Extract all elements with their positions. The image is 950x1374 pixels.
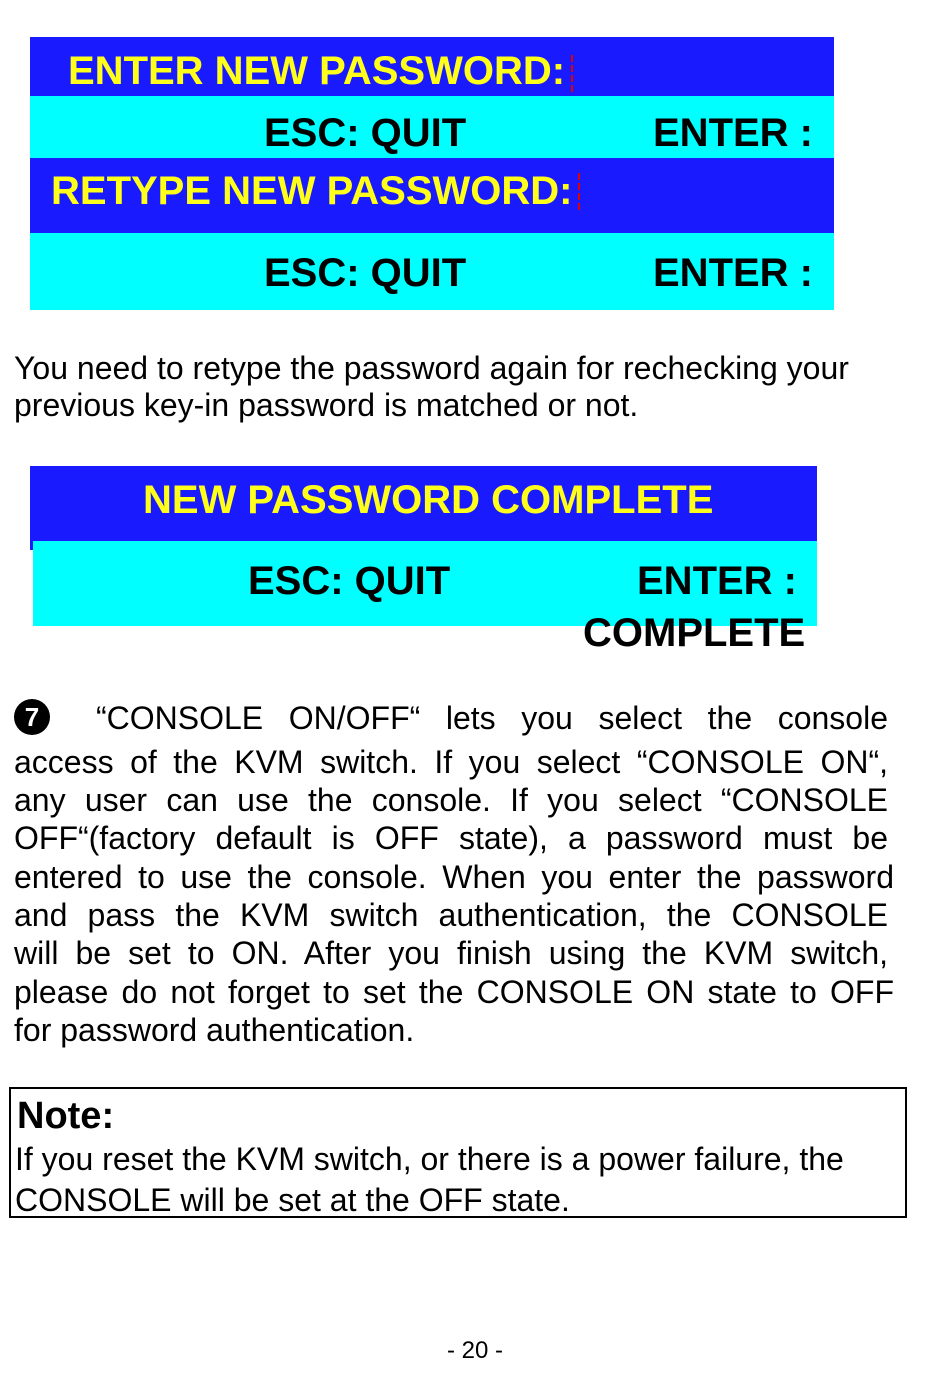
enter-label: ENTER : — [637, 559, 797, 603]
note-title: Note: — [17, 1095, 115, 1137]
enter-password-prompt: ENTER NEW PASSWORD: — [68, 49, 566, 93]
paragraph-line: please do not forget to set the CONSOLE ON state to OFF — [14, 974, 894, 1010]
note-line: CONSOLE will be set at the OFF state. — [15, 1182, 570, 1218]
paragraph-line: OFF“(factory default is OFF state), a password must be — [14, 820, 888, 856]
note-box — [9, 1087, 907, 1218]
paragraph-line: previous key-in password is matched or not. — [14, 387, 639, 423]
paragraph-line: entered to use the console. When you enter the password — [14, 859, 894, 895]
paragraph-line: and pass the KVM switch authentication, the CONSOLE — [14, 897, 888, 933]
console-onoff-description — [14, 699, 894, 1050]
paragraph-line: “CONSOLE ON/OFF“ lets you select the console — [96, 700, 888, 736]
complete-title: NEW PASSWORD COMPLETE — [143, 478, 714, 522]
text-cursor — [571, 55, 573, 93]
paragraph-line: access of the KVM switch. If you select “CONSOLE ON“, — [14, 744, 888, 780]
note-text — [15, 1139, 900, 1221]
paragraph-line: any user can use the console. If you select “CONSOLE — [14, 782, 888, 818]
retype-password-prompt: RETYPE NEW PASSWORD: — [51, 169, 573, 213]
clipped-complete-text: COMPLETE — [583, 611, 806, 655]
paragraph-line: for password authentication. — [14, 1012, 415, 1048]
page-number: - 20 - — [446, 1337, 503, 1364]
enter-label: ENTER : — [653, 251, 813, 295]
esc-quit-label: ESC: QUIT — [264, 111, 467, 155]
note-line: If you reset the KVM switch, or there is a power failure, the — [15, 1141, 844, 1177]
esc-quit-label: ESC: QUIT — [264, 251, 467, 295]
paragraph-line: You need to retype the password again for rechecking your — [14, 350, 849, 386]
paragraph-line: will be set to ON. After you finish using the KVM switch, — [14, 935, 888, 971]
text-cursor — [578, 173, 580, 211]
retype-explanation — [14, 350, 904, 424]
esc-quit-label: ESC: QUIT — [248, 559, 451, 603]
step-number-badge: 7 — [14, 699, 50, 735]
enter-label: ENTER : — [653, 111, 813, 155]
